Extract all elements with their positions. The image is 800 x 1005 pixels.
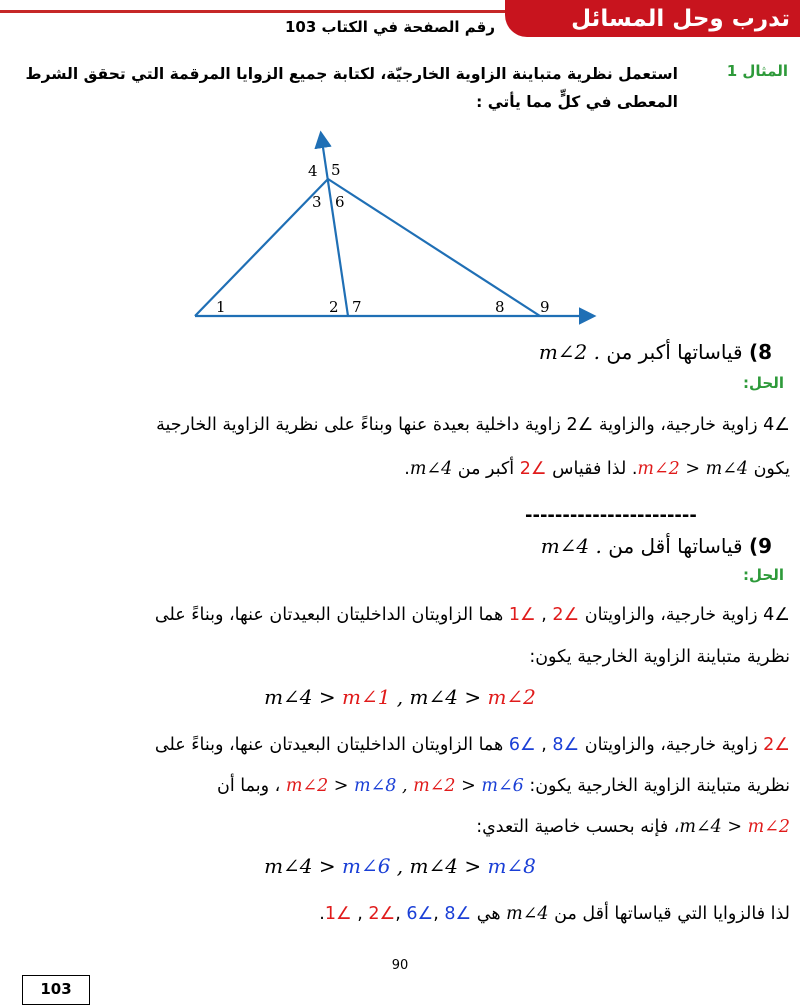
angle-label-3: 3 bbox=[312, 193, 322, 211]
q9-inequality-1: m∠4 > m∠1 , m∠4 > m∠2 bbox=[264, 685, 536, 709]
book-page-ref: رقم الصفحة في الكتاب 103 bbox=[284, 18, 495, 36]
q9-conclusion: لذا فالزوايا التي قياساتها أقل من m∠4 هي ∠8 ,∠6 ,∠2 , ∠1. bbox=[319, 904, 790, 924]
q8-solution-line-1: ∠4 زاوية خارجية، والزاوية ∠2 زاوية داخلية بعيدة عنها وبناءً على نظرية الزاوية الخارجية bbox=[156, 415, 790, 435]
right-side bbox=[328, 179, 540, 316]
corner-page-box: 103 bbox=[22, 975, 90, 1005]
q9-solution-line-5: m∠4 > m∠2، فإنه بحسب خاصية التعدي: bbox=[476, 817, 790, 837]
q8-text: قياساتها أكبر من bbox=[606, 340, 743, 364]
q8-math: m∠2 . bbox=[538, 340, 600, 364]
example-intro: استعمل نظرية متباينة الزاوية الخارجيّة، لكتابة جميع الزوايا المرقمة التي تحقق الشرط المعطى في كلٍّ مما يأتي : bbox=[25, 65, 678, 111]
q9-solution-line-4: نظرية متباينة الزاوية الخارجية يكون: m∠2 > m∠8 , m∠2 > m∠6 ، وبما أن bbox=[217, 776, 790, 796]
q9-solution-line-3: ∠2 زاوية خارجية، والزاويتان ∠8 , ∠6 هما الزاويتان الداخليتان البعيدتان عنها، وبناءً على bbox=[154, 735, 790, 755]
section-title: تدرب وحل المسائل bbox=[571, 6, 790, 32]
q9-solution-line-2: نظرية متباينة الزاوية الخارجية يكون: bbox=[529, 647, 790, 667]
q8-solution-heading: الحل: bbox=[743, 374, 784, 392]
angle-label-8: 8 bbox=[495, 298, 505, 316]
page-number: 90 bbox=[391, 958, 409, 973]
q9-number: 9) bbox=[748, 534, 772, 558]
q9-solution-line-1: ∠4 زاوية خارجية، والزاويتان ∠2 , ∠1 هما الزاويتان الداخليتان البعيدتان عنها، وبناءً على bbox=[154, 605, 790, 625]
q8-number: 8) bbox=[748, 340, 772, 364]
q8-solution-line-2: يكون m∠2 > m∠4. لذا فقياس ∠2 أكبر من m∠4. bbox=[404, 459, 790, 479]
q9-inequality-2: m∠4 > m∠6 , m∠4 > m∠8 bbox=[264, 854, 536, 878]
separator: ----------------------- bbox=[525, 505, 697, 526]
question-8 bbox=[539, 340, 772, 364]
angle-label-1: 1 bbox=[216, 298, 226, 316]
angle-label-9: 9 bbox=[540, 298, 550, 316]
q9-solution-heading: الحل: bbox=[743, 566, 784, 584]
q9-text: قياساتها أقل من bbox=[608, 534, 743, 558]
angle-label-6: 6 bbox=[335, 193, 345, 211]
angle-label-4: 4 bbox=[308, 162, 318, 180]
q9-math: m∠4 . bbox=[540, 534, 602, 558]
angle-label-2: 2 bbox=[329, 298, 339, 316]
triangle-figure bbox=[185, 128, 605, 328]
angle-label-7: 7 bbox=[352, 298, 362, 316]
question-9 bbox=[541, 534, 772, 558]
left-side bbox=[195, 179, 328, 316]
angle-label-5: 5 bbox=[331, 161, 341, 179]
header-rule bbox=[0, 10, 560, 13]
example-label: المثال 1 bbox=[726, 62, 788, 80]
